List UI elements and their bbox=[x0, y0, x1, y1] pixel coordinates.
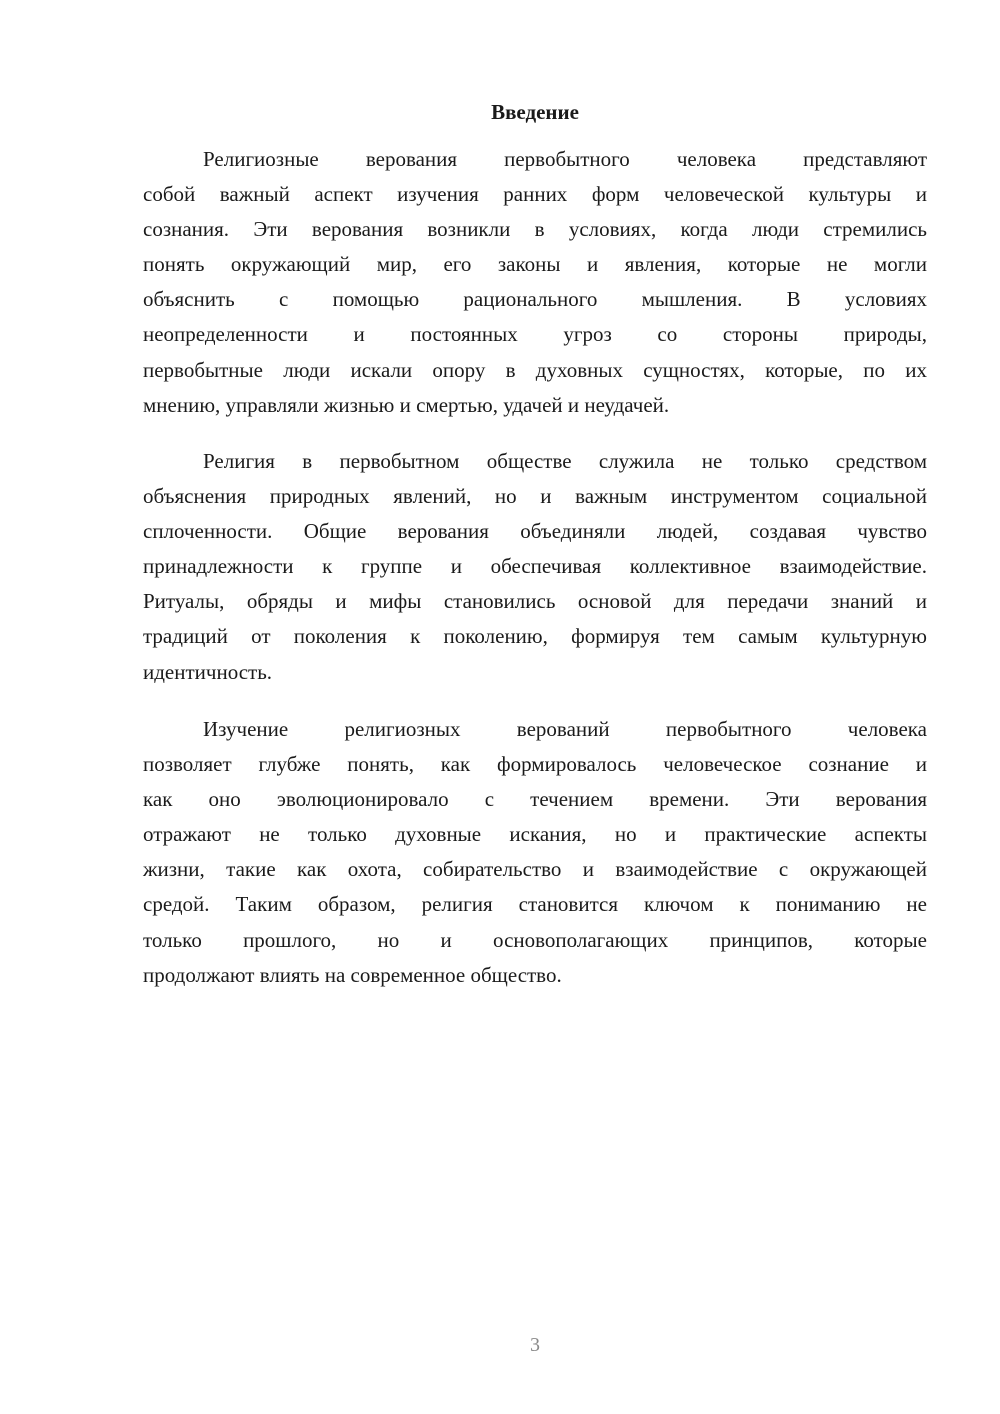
text-line: идентичность. bbox=[143, 659, 273, 684]
page-number: 3 bbox=[530, 1334, 540, 1356]
section-heading: Введение bbox=[491, 100, 579, 124]
text-line: Религия в первобытном обществе служила не только средством bbox=[203, 449, 927, 473]
text-line: первобытные люди искали опору в духовных сущностях, которые, по их bbox=[143, 357, 927, 382]
paragraph-1 bbox=[143, 142, 927, 423]
text-line: традиций от поколения к поколению, формируя тем самым культурную bbox=[143, 624, 927, 649]
text-line: объяснить с помощью рационального мышления. В условиях bbox=[143, 287, 927, 312]
text-line: Ритуалы, обряды и мифы становились основой для передачи знаний и bbox=[143, 589, 927, 614]
text-line: объяснения природных явлений, но и важным инструментом социальной bbox=[143, 484, 927, 509]
text-line: собой важный аспект изучения ранних форм человеческой культуры и bbox=[143, 182, 927, 207]
paragraph-2 bbox=[143, 444, 927, 690]
text-line: принадлежности к группе и обеспечивая коллективное взаимодействие. bbox=[143, 554, 927, 579]
text-line: понять окружающий мир, его законы и явления, которые не могли bbox=[143, 252, 927, 277]
text-line: отражают не только духовные искания, но и практические аспекты bbox=[143, 822, 927, 847]
text-line: жизни, такие как охота, собирательство и взаимодействие с окружающей bbox=[143, 857, 927, 882]
paragraph-3 bbox=[143, 712, 927, 993]
text-line: неопределенности и постоянных угроз со стороны природы, bbox=[143, 322, 927, 347]
text-line: только прошлого, но и основополагающих принципов, которые bbox=[143, 927, 927, 952]
text-line: Религиозные верования первобытного человека представляют bbox=[203, 147, 927, 171]
text-line: как оно эволюционировало с течением времени. Эти верования bbox=[143, 787, 927, 812]
text-line: Изучение религиозных верований первобытного человека bbox=[203, 717, 927, 741]
text-line: позволяет глубже понять, как формировалось человеческое сознание и bbox=[143, 752, 927, 777]
text-line: средой. Таким образом, религия становится ключом к пониманию не bbox=[143, 892, 927, 917]
text-line: продолжают влиять на современное общество. bbox=[143, 962, 562, 987]
text-line: сознания. Эти верования возникли в условиях, когда люди стремились bbox=[143, 217, 927, 242]
text-line: мнению, управляли жизнью и смертью, удачей и неудачей. bbox=[143, 392, 670, 417]
text-line: сплоченности. Общие верования объединяли людей, создавая чувство bbox=[143, 519, 927, 544]
